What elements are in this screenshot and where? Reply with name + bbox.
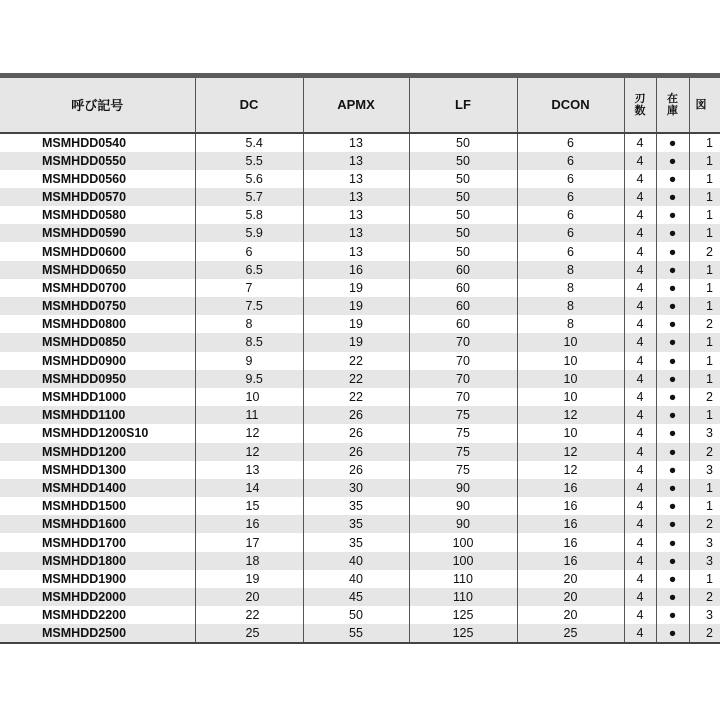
header-stock: 在 庫 bbox=[656, 76, 689, 133]
cell-apmx: 40 bbox=[303, 552, 409, 570]
table-row bbox=[0, 224, 720, 242]
cell-dcon: 6 bbox=[517, 206, 624, 224]
table-row bbox=[0, 388, 720, 406]
cell-name: MSMHDD0560 bbox=[0, 170, 195, 188]
cell-flutes: 4 bbox=[624, 479, 656, 497]
cell-dc: 12 bbox=[195, 424, 303, 442]
cell-stock: ● bbox=[656, 515, 689, 533]
cell-dcon: 16 bbox=[517, 515, 624, 533]
cell-name: MSMHDD2200 bbox=[0, 606, 195, 624]
cell-figure: 2 bbox=[689, 388, 720, 406]
cell-figure: 2 bbox=[689, 515, 720, 533]
cell-lf: 50 bbox=[409, 188, 517, 206]
cell-name: MSMHDD1400 bbox=[0, 479, 195, 497]
cell-apmx: 26 bbox=[303, 461, 409, 479]
cell-dcon: 8 bbox=[517, 315, 624, 333]
cell-dcon: 6 bbox=[517, 133, 624, 152]
cell-figure: 1 bbox=[689, 224, 720, 242]
cell-flutes: 4 bbox=[624, 333, 656, 351]
table-row bbox=[0, 152, 720, 170]
cell-dc: 9 bbox=[195, 352, 303, 370]
cell-flutes: 4 bbox=[624, 152, 656, 170]
cell-lf: 70 bbox=[409, 370, 517, 388]
cell-dcon: 10 bbox=[517, 388, 624, 406]
cell-flutes: 4 bbox=[624, 552, 656, 570]
cell-apmx: 19 bbox=[303, 279, 409, 297]
cell-dc: 12 bbox=[195, 443, 303, 461]
cell-name: MSMHDD1600 bbox=[0, 515, 195, 533]
table-row bbox=[0, 206, 720, 224]
cell-flutes: 4 bbox=[624, 461, 656, 479]
cell-lf: 100 bbox=[409, 552, 517, 570]
cell-dcon: 8 bbox=[517, 279, 624, 297]
cell-dcon: 6 bbox=[517, 170, 624, 188]
cell-dcon: 6 bbox=[517, 188, 624, 206]
cell-lf: 50 bbox=[409, 224, 517, 242]
cell-dcon: 10 bbox=[517, 333, 624, 351]
cell-lf: 60 bbox=[409, 315, 517, 333]
cell-name: MSMHDD0800 bbox=[0, 315, 195, 333]
cell-figure: 3 bbox=[689, 552, 720, 570]
cell-apmx: 19 bbox=[303, 315, 409, 333]
cell-dc: 14 bbox=[195, 479, 303, 497]
cell-dc: 7.5 bbox=[195, 297, 303, 315]
cell-dcon: 25 bbox=[517, 624, 624, 643]
cell-name: MSMHDD0550 bbox=[0, 152, 195, 170]
cell-name: MSMHDD0600 bbox=[0, 242, 195, 260]
cell-name: MSMHDD1200S10 bbox=[0, 424, 195, 442]
cell-stock: ● bbox=[656, 352, 689, 370]
cell-name: MSMHDD2000 bbox=[0, 588, 195, 606]
cell-flutes: 4 bbox=[624, 188, 656, 206]
cell-apmx: 16 bbox=[303, 261, 409, 279]
cell-figure: 2 bbox=[689, 443, 720, 461]
cell-stock: ● bbox=[656, 497, 689, 515]
table-row bbox=[0, 242, 720, 260]
cell-figure: 1 bbox=[689, 206, 720, 224]
cell-lf: 70 bbox=[409, 333, 517, 351]
cell-figure: 3 bbox=[689, 424, 720, 442]
cell-dc: 20 bbox=[195, 588, 303, 606]
table-row bbox=[0, 370, 720, 388]
spec-table bbox=[0, 73, 720, 644]
cell-dcon: 8 bbox=[517, 261, 624, 279]
cell-lf: 75 bbox=[409, 406, 517, 424]
cell-stock: ● bbox=[656, 588, 689, 606]
cell-dc: 5.8 bbox=[195, 206, 303, 224]
cell-apmx: 35 bbox=[303, 533, 409, 551]
cell-lf: 110 bbox=[409, 570, 517, 588]
cell-stock: ● bbox=[656, 461, 689, 479]
cell-apmx: 26 bbox=[303, 406, 409, 424]
cell-stock: ● bbox=[656, 297, 689, 315]
cell-figure: 3 bbox=[689, 606, 720, 624]
table-row bbox=[0, 588, 720, 606]
cell-figure: 1 bbox=[689, 170, 720, 188]
table-row bbox=[0, 352, 720, 370]
cell-figure: 3 bbox=[689, 461, 720, 479]
header-apmx: APMX bbox=[303, 76, 409, 133]
cell-stock: ● bbox=[656, 242, 689, 260]
cell-apmx: 22 bbox=[303, 370, 409, 388]
cell-apmx: 22 bbox=[303, 352, 409, 370]
cell-dcon: 12 bbox=[517, 461, 624, 479]
header-row bbox=[0, 76, 720, 133]
cell-dcon: 20 bbox=[517, 588, 624, 606]
table-row bbox=[0, 443, 720, 461]
table-row bbox=[0, 606, 720, 624]
cell-stock: ● bbox=[656, 443, 689, 461]
cell-stock: ● bbox=[656, 479, 689, 497]
cell-dc: 5.5 bbox=[195, 152, 303, 170]
cell-flutes: 4 bbox=[624, 242, 656, 260]
cell-apmx: 13 bbox=[303, 242, 409, 260]
cell-lf: 50 bbox=[409, 206, 517, 224]
cell-stock: ● bbox=[656, 133, 689, 152]
cell-stock: ● bbox=[656, 279, 689, 297]
cell-apmx: 35 bbox=[303, 515, 409, 533]
cell-apmx: 19 bbox=[303, 333, 409, 351]
cell-apmx: 13 bbox=[303, 152, 409, 170]
cell-name: MSMHDD0700 bbox=[0, 279, 195, 297]
cell-figure: 1 bbox=[689, 406, 720, 424]
cell-dc: 9.5 bbox=[195, 370, 303, 388]
cell-figure: 2 bbox=[689, 242, 720, 260]
cell-dcon: 16 bbox=[517, 552, 624, 570]
cell-lf: 50 bbox=[409, 152, 517, 170]
header-name: 呼び記号 bbox=[0, 76, 195, 133]
cell-dc: 17 bbox=[195, 533, 303, 551]
header-flutes: 刃 数 bbox=[624, 76, 656, 133]
cell-apmx: 22 bbox=[303, 388, 409, 406]
cell-dc: 8.5 bbox=[195, 333, 303, 351]
cell-flutes: 4 bbox=[624, 533, 656, 551]
cell-lf: 60 bbox=[409, 279, 517, 297]
table-row bbox=[0, 333, 720, 351]
header-dcon: DCON bbox=[517, 76, 624, 133]
cell-stock: ● bbox=[656, 406, 689, 424]
cell-apmx: 26 bbox=[303, 443, 409, 461]
cell-apmx: 50 bbox=[303, 606, 409, 624]
cell-dcon: 12 bbox=[517, 406, 624, 424]
cell-apmx: 13 bbox=[303, 133, 409, 152]
cell-apmx: 45 bbox=[303, 588, 409, 606]
cell-figure: 1 bbox=[689, 297, 720, 315]
cell-stock: ● bbox=[656, 206, 689, 224]
cell-lf: 75 bbox=[409, 461, 517, 479]
table-row bbox=[0, 133, 720, 152]
cell-dcon: 10 bbox=[517, 352, 624, 370]
cell-name: MSMHDD0900 bbox=[0, 352, 195, 370]
cell-flutes: 4 bbox=[624, 206, 656, 224]
cell-dcon: 16 bbox=[517, 533, 624, 551]
cell-dcon: 16 bbox=[517, 479, 624, 497]
cell-figure: 1 bbox=[689, 352, 720, 370]
cell-name: MSMHDD0850 bbox=[0, 333, 195, 351]
cell-dc: 18 bbox=[195, 552, 303, 570]
table-row bbox=[0, 533, 720, 551]
cell-stock: ● bbox=[656, 315, 689, 333]
cell-stock: ● bbox=[656, 170, 689, 188]
cell-figure: 1 bbox=[689, 370, 720, 388]
table-row bbox=[0, 461, 720, 479]
table-row bbox=[0, 315, 720, 333]
cell-lf: 50 bbox=[409, 242, 517, 260]
cell-dcon: 6 bbox=[517, 152, 624, 170]
table-row bbox=[0, 297, 720, 315]
cell-stock: ● bbox=[656, 261, 689, 279]
cell-apmx: 13 bbox=[303, 188, 409, 206]
cell-flutes: 4 bbox=[624, 170, 656, 188]
cell-figure: 2 bbox=[689, 588, 720, 606]
table-row bbox=[0, 424, 720, 442]
cell-name: MSMHDD0580 bbox=[0, 206, 195, 224]
cell-stock: ● bbox=[656, 188, 689, 206]
cell-dc: 10 bbox=[195, 388, 303, 406]
cell-lf: 60 bbox=[409, 297, 517, 315]
cell-flutes: 4 bbox=[624, 497, 656, 515]
cell-flutes: 4 bbox=[624, 315, 656, 333]
cell-dc: 11 bbox=[195, 406, 303, 424]
cell-figure: 3 bbox=[689, 533, 720, 551]
cell-dcon: 6 bbox=[517, 242, 624, 260]
cell-name: MSMHDD2500 bbox=[0, 624, 195, 643]
cell-dc: 16 bbox=[195, 515, 303, 533]
cell-flutes: 4 bbox=[624, 406, 656, 424]
cell-dc: 5.9 bbox=[195, 224, 303, 242]
table-row bbox=[0, 188, 720, 206]
cell-dc: 5.6 bbox=[195, 170, 303, 188]
table-row bbox=[0, 406, 720, 424]
cell-flutes: 4 bbox=[624, 588, 656, 606]
cell-flutes: 4 bbox=[624, 570, 656, 588]
cell-lf: 125 bbox=[409, 606, 517, 624]
table-row bbox=[0, 570, 720, 588]
cell-figure: 1 bbox=[689, 479, 720, 497]
cell-lf: 75 bbox=[409, 424, 517, 442]
cell-flutes: 4 bbox=[624, 424, 656, 442]
cell-figure: 1 bbox=[689, 152, 720, 170]
cell-stock: ● bbox=[656, 570, 689, 588]
cell-lf: 75 bbox=[409, 443, 517, 461]
cell-stock: ● bbox=[656, 333, 689, 351]
cell-dc: 8 bbox=[195, 315, 303, 333]
cell-lf: 90 bbox=[409, 515, 517, 533]
cell-dcon: 10 bbox=[517, 370, 624, 388]
header-dc: DC bbox=[195, 76, 303, 133]
table-body bbox=[0, 133, 720, 644]
cell-figure: 2 bbox=[689, 315, 720, 333]
cell-lf: 90 bbox=[409, 497, 517, 515]
cell-stock: ● bbox=[656, 224, 689, 242]
cell-name: MSMHDD0570 bbox=[0, 188, 195, 206]
cell-apmx: 13 bbox=[303, 206, 409, 224]
cell-name: MSMHDD1000 bbox=[0, 388, 195, 406]
cell-name: MSMHDD0540 bbox=[0, 133, 195, 152]
cell-name: MSMHDD0650 bbox=[0, 261, 195, 279]
cell-flutes: 4 bbox=[624, 624, 656, 643]
cell-flutes: 4 bbox=[624, 133, 656, 152]
cell-flutes: 4 bbox=[624, 443, 656, 461]
cell-apmx: 40 bbox=[303, 570, 409, 588]
cell-figure: 1 bbox=[689, 279, 720, 297]
cell-dcon: 8 bbox=[517, 297, 624, 315]
cell-lf: 125 bbox=[409, 624, 517, 643]
table-row bbox=[0, 497, 720, 515]
cell-flutes: 4 bbox=[624, 261, 656, 279]
cell-stock: ● bbox=[656, 424, 689, 442]
cell-apmx: 19 bbox=[303, 297, 409, 315]
cell-figure: 1 bbox=[689, 497, 720, 515]
cell-dc: 6 bbox=[195, 242, 303, 260]
spec-table-container bbox=[0, 73, 720, 644]
cell-dc: 5.7 bbox=[195, 188, 303, 206]
cell-flutes: 4 bbox=[624, 224, 656, 242]
cell-dcon: 20 bbox=[517, 606, 624, 624]
cell-flutes: 4 bbox=[624, 279, 656, 297]
cell-dc: 5.4 bbox=[195, 133, 303, 152]
cell-flutes: 4 bbox=[624, 606, 656, 624]
cell-flutes: 4 bbox=[624, 370, 656, 388]
cell-lf: 50 bbox=[409, 170, 517, 188]
cell-dc: 7 bbox=[195, 279, 303, 297]
table-row bbox=[0, 279, 720, 297]
cell-flutes: 4 bbox=[624, 297, 656, 315]
cell-dcon: 16 bbox=[517, 497, 624, 515]
cell-figure: 1 bbox=[689, 188, 720, 206]
cell-stock: ● bbox=[656, 152, 689, 170]
table-row bbox=[0, 552, 720, 570]
cell-lf: 110 bbox=[409, 588, 517, 606]
cell-figure: 1 bbox=[689, 133, 720, 152]
cell-dcon: 6 bbox=[517, 224, 624, 242]
cell-lf: 100 bbox=[409, 533, 517, 551]
cell-stock: ● bbox=[656, 606, 689, 624]
table-row bbox=[0, 624, 720, 643]
cell-dcon: 20 bbox=[517, 570, 624, 588]
header-figure: 図 bbox=[689, 76, 720, 133]
cell-name: MSMHDD1800 bbox=[0, 552, 195, 570]
cell-dc: 19 bbox=[195, 570, 303, 588]
cell-apmx: 30 bbox=[303, 479, 409, 497]
cell-lf: 50 bbox=[409, 133, 517, 152]
cell-lf: 90 bbox=[409, 479, 517, 497]
cell-figure: 2 bbox=[689, 624, 720, 643]
cell-name: MSMHDD0950 bbox=[0, 370, 195, 388]
cell-stock: ● bbox=[656, 624, 689, 643]
cell-figure: 1 bbox=[689, 333, 720, 351]
cell-apmx: 26 bbox=[303, 424, 409, 442]
header-lf: LF bbox=[409, 76, 517, 133]
cell-dc: 22 bbox=[195, 606, 303, 624]
cell-name: MSMHDD1900 bbox=[0, 570, 195, 588]
cell-name: MSMHDD1200 bbox=[0, 443, 195, 461]
cell-name: MSMHDD1700 bbox=[0, 533, 195, 551]
cell-flutes: 4 bbox=[624, 352, 656, 370]
cell-name: MSMHDD1300 bbox=[0, 461, 195, 479]
cell-dc: 6.5 bbox=[195, 261, 303, 279]
cell-lf: 70 bbox=[409, 352, 517, 370]
cell-lf: 70 bbox=[409, 388, 517, 406]
table-row bbox=[0, 170, 720, 188]
cell-dc: 13 bbox=[195, 461, 303, 479]
cell-lf: 60 bbox=[409, 261, 517, 279]
cell-flutes: 4 bbox=[624, 388, 656, 406]
cell-name: MSMHDD0590 bbox=[0, 224, 195, 242]
cell-dcon: 10 bbox=[517, 424, 624, 442]
cell-stock: ● bbox=[656, 388, 689, 406]
table-row bbox=[0, 479, 720, 497]
cell-dc: 15 bbox=[195, 497, 303, 515]
cell-figure: 1 bbox=[689, 261, 720, 279]
cell-apmx: 13 bbox=[303, 170, 409, 188]
cell-dcon: 12 bbox=[517, 443, 624, 461]
cell-apmx: 55 bbox=[303, 624, 409, 643]
cell-apmx: 13 bbox=[303, 224, 409, 242]
table-row bbox=[0, 515, 720, 533]
cell-name: MSMHDD1100 bbox=[0, 406, 195, 424]
cell-flutes: 4 bbox=[624, 515, 656, 533]
cell-apmx: 35 bbox=[303, 497, 409, 515]
cell-name: MSMHDD1500 bbox=[0, 497, 195, 515]
cell-stock: ● bbox=[656, 533, 689, 551]
cell-name: MSMHDD0750 bbox=[0, 297, 195, 315]
cell-figure: 1 bbox=[689, 570, 720, 588]
table-row bbox=[0, 261, 720, 279]
cell-stock: ● bbox=[656, 370, 689, 388]
cell-stock: ● bbox=[656, 552, 689, 570]
cell-dc: 25 bbox=[195, 624, 303, 643]
